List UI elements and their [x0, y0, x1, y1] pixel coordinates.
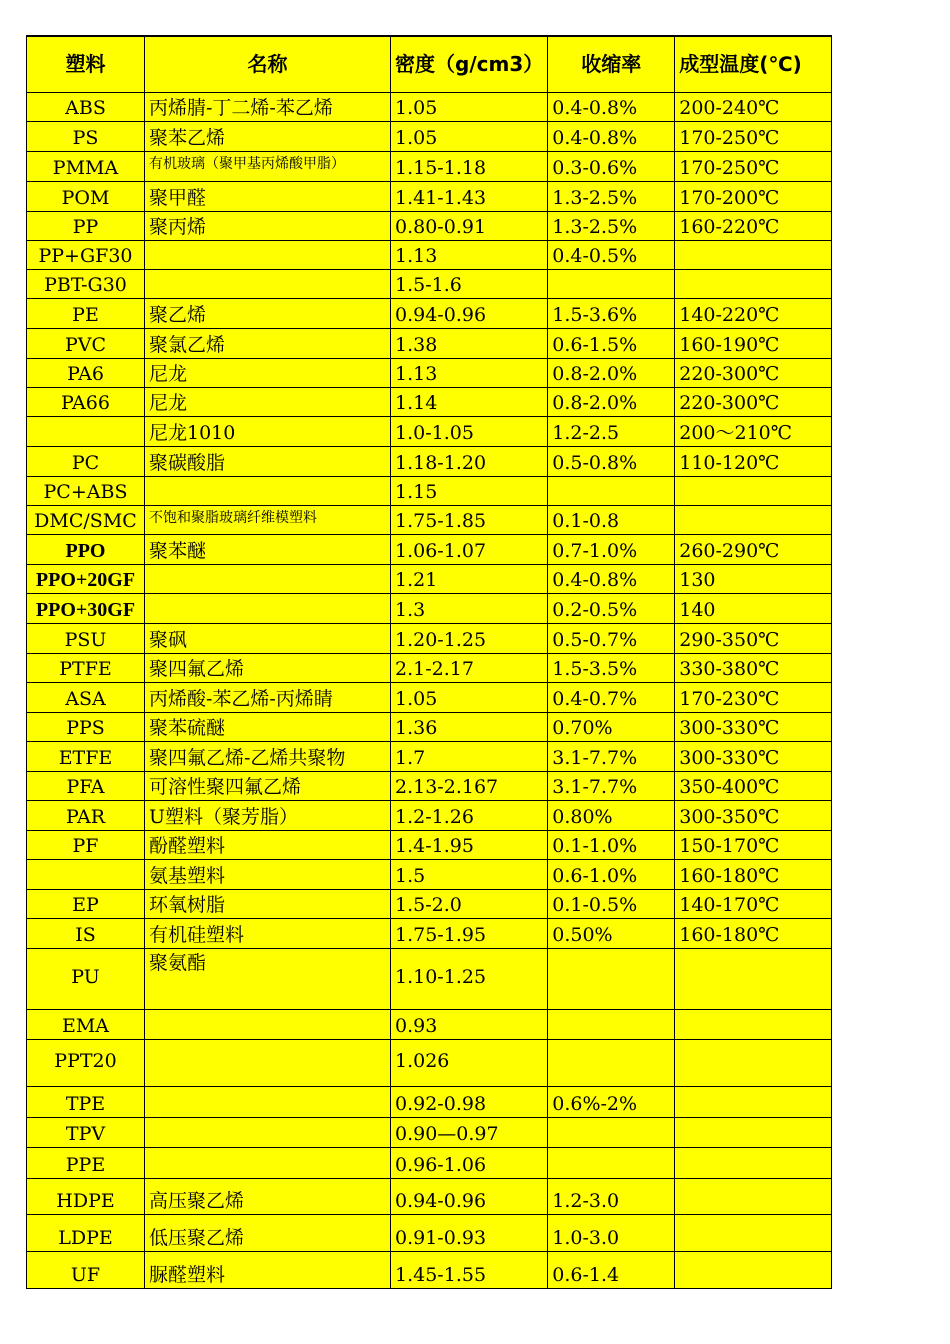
- table-row: [27, 151, 832, 181]
- table-row: [27, 416, 832, 446]
- cell-plastic[interactable]: PTFE: [27, 653, 145, 682]
- cell-shrinkage[interactable]: 0.70%: [548, 712, 675, 741]
- cell-molding-temp[interactable]: 150-170℃: [675, 830, 832, 859]
- cell-molding-temp[interactable]: 160-180℃: [675, 859, 832, 889]
- cell-shrinkage[interactable]: 0.8-2.0%: [548, 387, 675, 416]
- cell-shrinkage[interactable]: 1.2-3.0: [548, 1178, 675, 1214]
- cell-molding-temp[interactable]: 140-170℃: [675, 889, 832, 918]
- table-row: [27, 446, 832, 476]
- cell-density[interactable]: 1.15: [391, 476, 548, 505]
- cell-density[interactable]: 1.5-1.6: [391, 269, 548, 298]
- cell-molding-temp[interactable]: [675, 1214, 832, 1251]
- cell-name[interactable]: [145, 476, 391, 505]
- cell-density[interactable]: 1.20-1.25: [391, 623, 548, 653]
- cell-name[interactable]: [145, 1086, 391, 1117]
- cell-molding-temp[interactable]: [675, 1178, 832, 1214]
- cell-molding-temp[interactable]: 160-220℃: [675, 211, 832, 240]
- cell-plastic[interactable]: PAR: [27, 800, 145, 830]
- cell-plastic[interactable]: PA6: [27, 358, 145, 387]
- cell-molding-temp[interactable]: 170-200℃: [675, 181, 832, 211]
- cell-molding-temp[interactable]: 290-350℃: [675, 623, 832, 653]
- cell-name[interactable]: 聚苯醚: [145, 534, 391, 564]
- cell-shrinkage[interactable]: 0.50%: [548, 918, 675, 948]
- cell-plastic[interactable]: PA66: [27, 387, 145, 416]
- cell-plastic[interactable]: TPE: [27, 1086, 145, 1117]
- cell-plastic[interactable]: EP: [27, 889, 145, 918]
- cell-density[interactable]: 1.13: [391, 358, 548, 387]
- cell-molding-temp[interactable]: 170-230℃: [675, 682, 832, 712]
- cell-plastic[interactable]: PE: [27, 298, 145, 328]
- cell-molding-temp[interactable]: 110-120℃: [675, 446, 832, 476]
- cell-density[interactable]: 1.05: [391, 682, 548, 712]
- cell-name[interactable]: 聚氨酯: [145, 948, 391, 1009]
- cell-name[interactable]: 可溶性聚四氟乙烯: [145, 771, 391, 800]
- cell-name[interactable]: 有机硅塑料: [145, 918, 391, 948]
- cell-molding-temp[interactable]: 160-190℃: [675, 328, 832, 358]
- header-plastic[interactable]: 塑料: [27, 36, 145, 92]
- cell-density[interactable]: 0.80-0.91: [391, 211, 548, 240]
- cell-shrinkage[interactable]: 0.1-1.0%: [548, 830, 675, 859]
- cell-name[interactable]: [145, 1147, 391, 1178]
- cell-density[interactable]: 1.75-1.85: [391, 505, 548, 534]
- cell-density[interactable]: 1.18-1.20: [391, 446, 548, 476]
- cell-molding-temp[interactable]: [675, 1039, 832, 1086]
- cell-shrinkage[interactable]: 1.5-3.6%: [548, 298, 675, 328]
- cell-name[interactable]: 有机玻璃（聚甲基丙烯酸甲脂）: [145, 151, 391, 181]
- cell-density[interactable]: 1.0-1.05: [391, 416, 548, 446]
- cell-shrinkage[interactable]: [548, 1009, 675, 1039]
- table-row: [27, 1039, 832, 1086]
- cell-density[interactable]: 0.91-0.93: [391, 1214, 548, 1251]
- cell-density[interactable]: 1.026: [391, 1039, 548, 1086]
- cell-shrinkage[interactable]: 3.1-7.7%: [548, 741, 675, 771]
- cell-name[interactable]: [145, 1009, 391, 1039]
- table-row: [27, 298, 832, 328]
- cell-molding-temp[interactable]: 170-250℃: [675, 151, 832, 181]
- cell-name[interactable]: 聚砜: [145, 623, 391, 653]
- table-row: [27, 534, 832, 564]
- cell-shrinkage[interactable]: 0.2-0.5%: [548, 593, 675, 623]
- header-shrinkage[interactable]: 收缩率: [548, 36, 675, 92]
- cell-shrinkage[interactable]: 0.4-0.8%: [548, 92, 675, 121]
- cell-density[interactable]: 1.5: [391, 859, 548, 889]
- cell-plastic[interactable]: ABS: [27, 92, 145, 121]
- cell-molding-temp[interactable]: 130: [675, 564, 832, 593]
- cell-shrinkage[interactable]: 0.8-2.0%: [548, 358, 675, 387]
- cell-name[interactable]: [145, 269, 391, 298]
- cell-density[interactable]: 1.38: [391, 328, 548, 358]
- cell-shrinkage[interactable]: [548, 1147, 675, 1178]
- cell-shrinkage[interactable]: 0.80%: [548, 800, 675, 830]
- cell-density[interactable]: 1.45-1.55: [391, 1251, 548, 1288]
- cell-density[interactable]: 0.90—0.97: [391, 1117, 548, 1147]
- cell-shrinkage[interactable]: 0.4-0.7%: [548, 682, 675, 712]
- table-row: [27, 181, 832, 211]
- cell-density[interactable]: 1.10-1.25: [391, 948, 548, 1009]
- cell-shrinkage[interactable]: 1.3-2.5%: [548, 211, 675, 240]
- cell-plastic[interactable]: PMMA: [27, 151, 145, 181]
- cell-plastic[interactable]: PPT20: [27, 1039, 145, 1086]
- table-row: [27, 948, 832, 1009]
- cell-plastic[interactable]: [27, 416, 145, 446]
- cell-molding-temp[interactable]: 160-180℃: [675, 918, 832, 948]
- table-row: [27, 623, 832, 653]
- cell-name[interactable]: 聚四氟乙烯-乙烯共聚物: [145, 741, 391, 771]
- cell-density[interactable]: 1.3: [391, 593, 548, 623]
- table-row: [27, 240, 832, 269]
- cell-shrinkage[interactable]: 3.1-7.7%: [548, 771, 675, 800]
- plastics-property-table: [26, 35, 832, 1289]
- table-row: [27, 830, 832, 859]
- cell-shrinkage[interactable]: [548, 1039, 675, 1086]
- cell-molding-temp[interactable]: [675, 476, 832, 505]
- cell-name[interactable]: [145, 593, 391, 623]
- cell-molding-temp[interactable]: 260-290℃: [675, 534, 832, 564]
- cell-plastic[interactable]: PPS: [27, 712, 145, 741]
- table-row: [27, 387, 832, 416]
- cell-molding-temp[interactable]: [675, 1009, 832, 1039]
- cell-density[interactable]: 1.05: [391, 121, 548, 151]
- cell-molding-temp[interactable]: 350-400℃: [675, 771, 832, 800]
- table-row: [27, 800, 832, 830]
- table-row: [27, 771, 832, 800]
- cell-shrinkage[interactable]: [548, 1117, 675, 1147]
- cell-molding-temp[interactable]: 220-300℃: [675, 387, 832, 416]
- cell-shrinkage[interactable]: 0.7-1.0%: [548, 534, 675, 564]
- cell-density[interactable]: 1.5-2.0: [391, 889, 548, 918]
- cell-density[interactable]: 1.4-1.95: [391, 830, 548, 859]
- cell-plastic[interactable]: PSU: [27, 623, 145, 653]
- cell-plastic[interactable]: PVC: [27, 328, 145, 358]
- cell-plastic[interactable]: PC: [27, 446, 145, 476]
- cell-molding-temp[interactable]: 140-220℃: [675, 298, 832, 328]
- cell-name[interactable]: 丙烯酸-苯乙烯-丙烯睛: [145, 682, 391, 712]
- cell-name[interactable]: 丙烯腈-丁二烯-苯乙烯: [145, 92, 391, 121]
- table-row: [27, 1147, 832, 1178]
- table-row: [27, 358, 832, 387]
- cell-name[interactable]: 聚甲醛: [145, 181, 391, 211]
- table-row: [27, 1009, 832, 1039]
- cell-shrinkage[interactable]: [548, 948, 675, 1009]
- table-row: [27, 121, 832, 151]
- cell-density[interactable]: 0.96-1.06: [391, 1147, 548, 1178]
- cell-molding-temp[interactable]: 300-350℃: [675, 800, 832, 830]
- cell-plastic[interactable]: IS: [27, 918, 145, 948]
- table-row: [27, 918, 832, 948]
- cell-shrinkage[interactable]: 1.5-3.5%: [548, 653, 675, 682]
- cell-density[interactable]: 2.1-2.17: [391, 653, 548, 682]
- cell-name[interactable]: 尼龙: [145, 358, 391, 387]
- cell-plastic[interactable]: PU: [27, 948, 145, 1009]
- cell-plastic[interactable]: EMA: [27, 1009, 145, 1039]
- header-density[interactable]: 密度（g/cm3）: [391, 36, 548, 92]
- cell-shrinkage[interactable]: 0.5-0.7%: [548, 623, 675, 653]
- cell-density[interactable]: 2.13-2.167: [391, 771, 548, 800]
- table-row: [27, 889, 832, 918]
- cell-name[interactable]: 脲醛塑料: [145, 1251, 391, 1288]
- cell-plastic[interactable]: PBT-G30: [27, 269, 145, 298]
- cell-density[interactable]: 0.94-0.96: [391, 1178, 548, 1214]
- cell-name[interactable]: 聚四氟乙烯: [145, 653, 391, 682]
- table-row: [27, 682, 832, 712]
- cell-density[interactable]: 0.93: [391, 1009, 548, 1039]
- cell-density[interactable]: 1.75-1.95: [391, 918, 548, 948]
- cell-density[interactable]: 1.13: [391, 240, 548, 269]
- table-row: [27, 593, 832, 623]
- cell-name[interactable]: 高压聚乙烯: [145, 1178, 391, 1214]
- cell-density[interactable]: 1.21: [391, 564, 548, 593]
- cell-density[interactable]: 1.14: [391, 387, 548, 416]
- cell-density[interactable]: 1.7: [391, 741, 548, 771]
- cell-plastic[interactable]: LDPE: [27, 1214, 145, 1251]
- cell-shrinkage[interactable]: 0.4-0.8%: [548, 121, 675, 151]
- cell-density[interactable]: 1.2-1.26: [391, 800, 548, 830]
- cell-molding-temp[interactable]: 330-380℃: [675, 653, 832, 682]
- table-row: [27, 269, 832, 298]
- header-row: [27, 36, 832, 92]
- cell-plastic[interactable]: HDPE: [27, 1178, 145, 1214]
- table-row: [27, 211, 832, 240]
- cell-shrinkage[interactable]: [548, 269, 675, 298]
- table-row: [27, 859, 832, 889]
- table-row: [27, 1214, 832, 1251]
- cell-shrinkage[interactable]: [548, 476, 675, 505]
- cell-molding-temp[interactable]: [675, 1251, 832, 1288]
- cell-molding-temp[interactable]: [675, 240, 832, 269]
- table-row: [27, 476, 832, 505]
- cell-name[interactable]: 环氧树脂: [145, 889, 391, 918]
- cell-plastic[interactable]: [27, 859, 145, 889]
- cell-name[interactable]: [145, 1117, 391, 1147]
- cell-shrinkage[interactable]: 0.1-0.8: [548, 505, 675, 534]
- cell-shrinkage[interactable]: 0.4-0.5%: [548, 240, 675, 269]
- cell-molding-temp[interactable]: 220-300℃: [675, 358, 832, 387]
- header-molding-temp[interactable]: 成型温度(℃): [675, 36, 832, 92]
- cell-name[interactable]: 氨基塑料: [145, 859, 391, 889]
- cell-shrinkage[interactable]: 0.4-0.8%: [548, 564, 675, 593]
- cell-molding-temp[interactable]: 200～210℃: [675, 416, 832, 446]
- cell-shrinkage[interactable]: 0.6%-2%: [548, 1086, 675, 1117]
- table-row: [27, 712, 832, 741]
- cell-name[interactable]: [145, 240, 391, 269]
- table-row: [27, 1178, 832, 1214]
- table-row: [27, 1251, 832, 1288]
- cell-plastic[interactable]: PPO+20GF: [27, 564, 145, 593]
- table-row: [27, 1117, 832, 1147]
- cell-molding-temp[interactable]: [675, 1147, 832, 1178]
- cell-shrinkage[interactable]: 1.0-3.0: [548, 1214, 675, 1251]
- cell-density[interactable]: 1.36: [391, 712, 548, 741]
- cell-name[interactable]: 不饱和聚脂玻璃纤维模塑料: [145, 505, 391, 534]
- cell-density[interactable]: 1.41-1.43: [391, 181, 548, 211]
- cell-shrinkage[interactable]: 1.2-2.5: [548, 416, 675, 446]
- cell-molding-temp[interactable]: [675, 505, 832, 534]
- cell-name[interactable]: 聚苯乙烯: [145, 121, 391, 151]
- cell-name[interactable]: 低压聚乙烯: [145, 1214, 391, 1251]
- cell-name[interactable]: 聚丙烯: [145, 211, 391, 240]
- cell-plastic[interactable]: TPV: [27, 1117, 145, 1147]
- cell-plastic[interactable]: PPO: [27, 534, 145, 564]
- cell-molding-temp[interactable]: [675, 1086, 832, 1117]
- cell-name[interactable]: 尼龙: [145, 387, 391, 416]
- cell-plastic[interactable]: UF: [27, 1251, 145, 1288]
- cell-molding-temp[interactable]: 170-250℃: [675, 121, 832, 151]
- cell-molding-temp[interactable]: [675, 269, 832, 298]
- cell-density[interactable]: 1.06-1.07: [391, 534, 548, 564]
- cell-molding-temp[interactable]: 140: [675, 593, 832, 623]
- header-name[interactable]: 名称: [145, 36, 391, 92]
- cell-density[interactable]: 0.92-0.98: [391, 1086, 548, 1117]
- cell-density[interactable]: 1.15-1.18: [391, 151, 548, 181]
- cell-shrinkage[interactable]: 0.6-1.0%: [548, 859, 675, 889]
- table-row: [27, 653, 832, 682]
- cell-name[interactable]: 聚乙烯: [145, 298, 391, 328]
- cell-density[interactable]: 1.05: [391, 92, 548, 121]
- table-row: [27, 564, 832, 593]
- cell-shrinkage[interactable]: 0.3-0.6%: [548, 151, 675, 181]
- cell-molding-temp[interactable]: [675, 948, 832, 1009]
- cell-molding-temp[interactable]: 200-240℃: [675, 92, 832, 121]
- cell-plastic[interactable]: PC+ABS: [27, 476, 145, 505]
- cell-plastic[interactable]: PF: [27, 830, 145, 859]
- cell-shrinkage[interactable]: 0.6-1.5%: [548, 328, 675, 358]
- cell-shrinkage[interactable]: 0.6-1.4: [548, 1251, 675, 1288]
- cell-name[interactable]: [145, 1039, 391, 1086]
- cell-molding-temp[interactable]: 300-330℃: [675, 741, 832, 771]
- cell-plastic[interactable]: PS: [27, 121, 145, 151]
- cell-shrinkage[interactable]: 1.3-2.5%: [548, 181, 675, 211]
- cell-plastic[interactable]: PP: [27, 211, 145, 240]
- table-body: [27, 92, 832, 1288]
- cell-shrinkage[interactable]: 0.5-0.8%: [548, 446, 675, 476]
- table-row: [27, 505, 832, 534]
- table-row: [27, 92, 832, 121]
- cell-plastic[interactable]: ETFE: [27, 741, 145, 771]
- cell-name[interactable]: U塑料（聚芳脂）: [145, 800, 391, 830]
- cell-plastic[interactable]: PP+GF30: [27, 240, 145, 269]
- table-row: [27, 1086, 832, 1117]
- cell-name[interactable]: [145, 564, 391, 593]
- cell-name[interactable]: 聚碳酸脂: [145, 446, 391, 476]
- cell-shrinkage[interactable]: 0.1-0.5%: [548, 889, 675, 918]
- cell-plastic[interactable]: DMC/SMC: [27, 505, 145, 534]
- cell-plastic[interactable]: POM: [27, 181, 145, 211]
- cell-molding-temp[interactable]: 300-330℃: [675, 712, 832, 741]
- cell-plastic[interactable]: PPE: [27, 1147, 145, 1178]
- table-row: [27, 741, 832, 771]
- cell-density[interactable]: 0.94-0.96: [391, 298, 548, 328]
- cell-name[interactable]: 酚醛塑料: [145, 830, 391, 859]
- cell-name[interactable]: 聚苯硫醚: [145, 712, 391, 741]
- cell-name[interactable]: 尼龙1010: [145, 416, 391, 446]
- cell-plastic[interactable]: PPO+30GF: [27, 593, 145, 623]
- cell-name[interactable]: 聚氯乙烯: [145, 328, 391, 358]
- table-row: [27, 328, 832, 358]
- cell-plastic[interactable]: PFA: [27, 771, 145, 800]
- cell-plastic[interactable]: ASA: [27, 682, 145, 712]
- cell-molding-temp[interactable]: [675, 1117, 832, 1147]
